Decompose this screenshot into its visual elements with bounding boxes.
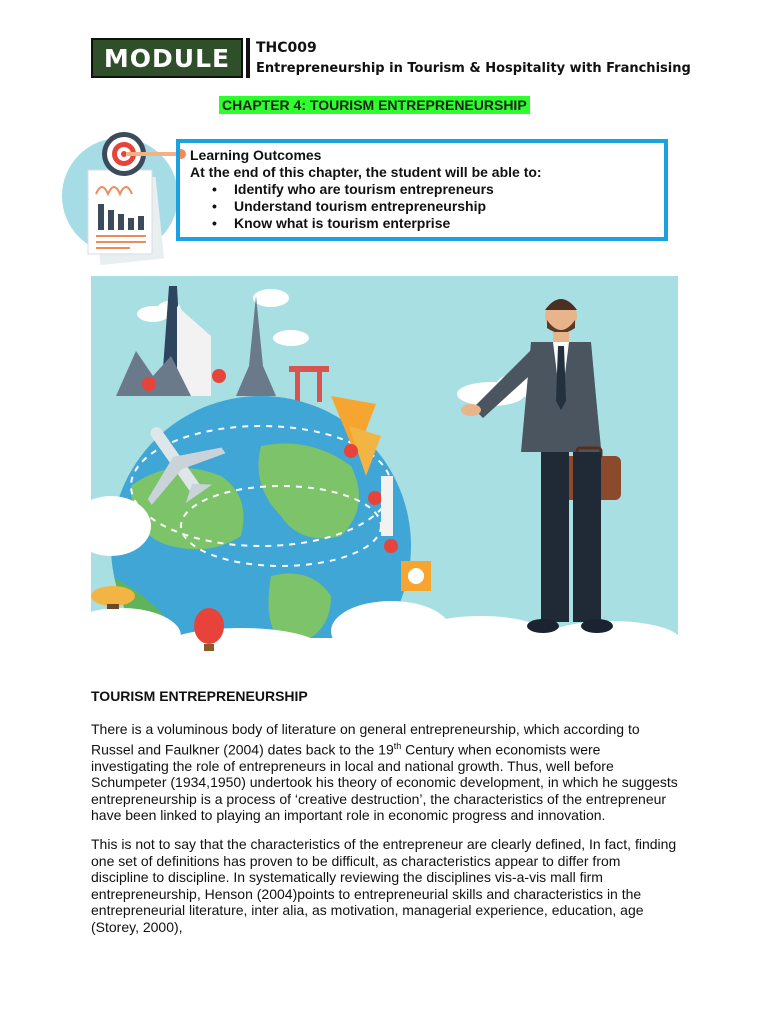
learning-outcome-text: Understand tourism entrepreneurship <box>234 198 487 214</box>
chapter-title: CHAPTER 4: TOURISM ENTREPRENEURSHIP <box>219 96 530 114</box>
course-title: Entrepreneurship in Tourism & Hospitality with Franchising <box>256 61 691 76</box>
paragraph-text: Century when economists were investigating the role of entrepreneurs in local and national growth. Thus, well before Schumpeter (1934,1950) undertook his theory of economic development, in which he suggests entrepreneurship is a process of ‘creative destruction’, the characteristics of the entrepreneur have been linked to playing an important role in economic progress and innovation. <box>91 741 678 824</box>
course-code: THC009 <box>256 40 317 56</box>
learning-outcomes-intro: At the end of this chapter, the student will be able to: <box>190 164 542 180</box>
section-heading: TOURISM ENTREPRENEURSHIP <box>91 688 308 704</box>
paragraph-text: There is a voluminous body of literature on general entrepreneurship, which according to Russel and Faulkner (2004) dates back to the 19 <box>91 721 640 758</box>
learning-outcome-item: • Identify who are tourism entrepreneurs <box>212 181 494 197</box>
learning-outcome-item: • Understand tourism entrepreneurship <box>212 198 487 214</box>
learning-outcome-text: Identify who are tourism entrepreneurs <box>234 181 494 197</box>
superscript: th <box>393 740 402 751</box>
learning-outcome-text: Know what is tourism enterprise <box>234 215 451 231</box>
learning-outcome-item: • Know what is tourism enterprise <box>212 215 451 231</box>
module-divider <box>246 38 250 78</box>
body-paragraph: This is not to say that the characteristics of the entrepreneur are clearly defined, In fact, finding one set of definitions has proven to be difficult, as characteristics appear to differ from discipline to discipline. In systematically reviewing the disciplines vis-a-vis mall firm entrepreneurship, Henson (2004)points to entrepreneurial skills and characteristics in the entrepreneurial literature, inter alia, as motivation, managerial experience, education, age (Storey, 2000), <box>91 836 677 935</box>
module-badge: MODULE <box>91 38 243 78</box>
tourism-illustration <box>91 276 678 656</box>
body-paragraph <box>91 721 681 824</box>
learning-outcomes-heading: Learning Outcomes <box>190 147 322 163</box>
target-report-icon <box>60 128 190 268</box>
